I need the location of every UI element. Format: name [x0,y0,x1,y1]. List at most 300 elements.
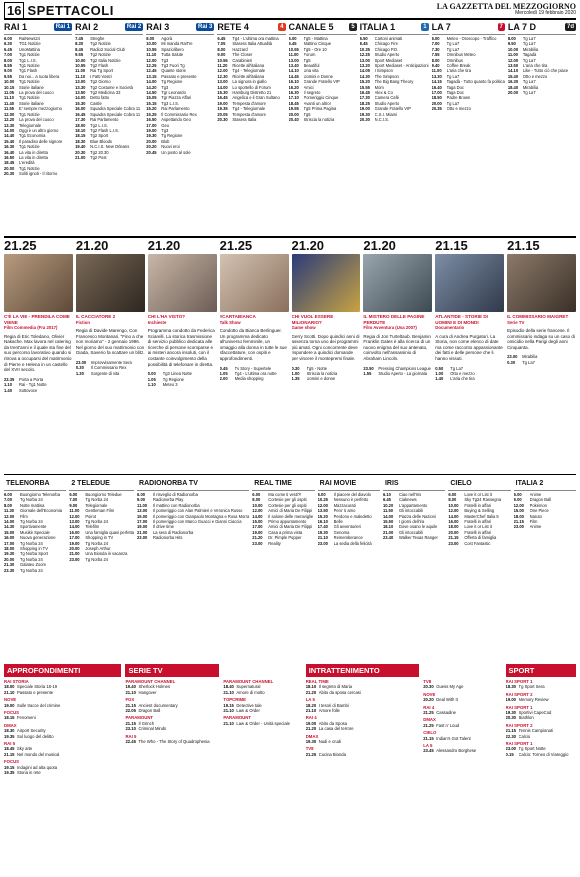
program-time: 13.00 [217,79,228,85]
program-title: Nudi e crudi [318,739,342,745]
program-time: 8.00 [252,497,261,503]
program-row [4,734,121,739]
program-time: 21.15 [125,720,136,726]
section-block [4,741,121,757]
section-channel: NOVE [4,697,17,703]
program-time: 15.40 [4,138,15,144]
program-time: 16.10 [288,79,299,85]
program-row [289,117,357,122]
program-title: L'aria che tira [446,68,472,74]
program-time: 11.40 [4,100,15,106]
section-channel: RAI 4 [305,715,317,721]
section-column [223,664,301,877]
program-row [4,690,121,695]
program-list [75,35,143,234]
program-title: Tg La7 [522,90,536,96]
program-title: La casa del terrore [318,726,354,732]
channel-logo-icon: 1 [423,24,427,30]
program-time: 20.00 [4,165,15,171]
program-title: Detective tale [236,702,262,708]
program-time: 20.00 [448,529,459,535]
program-title: Radio2 Social Club [90,46,125,52]
section-body [125,677,219,877]
program-title: Tg3 [161,84,169,90]
program-title: Sulle tracce del crimine [17,702,61,708]
feature-photo [363,254,432,312]
section-body [506,677,576,877]
program-row [506,715,576,720]
program-time: 20.05 [217,111,228,117]
program-title: Piazza delle Nazioni [398,513,436,519]
program-time: 21.15 [4,751,15,757]
program-row [4,770,121,775]
program-title: Calcio: Torneo di Viareggio [518,751,569,757]
program-title: Ma come ti vesti?! [268,492,302,497]
channel-name: IRIS [384,480,399,487]
program-time: 15.15 [146,100,157,106]
program-title: Buying & Selling [464,508,495,514]
feature-photo [435,254,504,312]
program-list [137,491,249,662]
feature-time: 21.20 [75,238,109,253]
program-title: Tg3 [161,57,169,63]
program-time: 18.15 [75,133,86,139]
program-title: Meteo - Oroscopo - Traffico [446,36,497,41]
program-time: 10.00 [448,502,459,508]
program-time: 16.45 [217,95,228,101]
program-title: Tg2 Notizie [90,52,111,58]
program-title: L'aria che tira [522,63,548,69]
program-title: Love it or List it [464,524,492,530]
program-title: Rememberance [333,535,363,541]
program-title: Sport Mediaset - Anticipazioni [374,63,429,69]
section-block [4,710,121,721]
themed-sections [4,664,576,877]
program-title: Taga Doc [446,90,464,96]
program-time: 12.00 [252,508,263,514]
channel-header [4,20,72,35]
program-time: 11.00 [137,502,148,508]
program-time: 19.00 [252,529,263,535]
channel-name: ITALIA 2 [515,480,544,487]
program-row [508,90,576,95]
program-time: 10.00 [252,502,263,508]
program-title: Mirabilia [522,84,539,90]
program-time: 8.00 [448,497,457,503]
program-time: 19.40 [75,144,86,150]
program-title: Il segreto di Maria [318,684,352,690]
section-channel: TV8 [423,679,432,684]
section-block [223,697,301,713]
program-title: Fenomeni [17,715,36,721]
feature-time: 21.25 [4,238,37,253]
program-time: 23.40 [382,535,394,541]
section-header [223,664,301,677]
program-time: 0.15 [505,751,514,757]
program-row [292,376,361,381]
program-row [423,710,501,715]
channel-logo-icon: 5 [351,24,355,30]
program-time: 9.00 [4,68,12,74]
program-time: 9.55 [75,52,84,58]
feature-column [435,238,504,474]
program-title: Fratelli in affari [464,519,492,525]
program-title: Spaziolibero [161,46,184,52]
section-block [223,679,301,695]
section-channel: PARAMOUNT CHANNEL [125,679,176,684]
program-time: 18.40 [223,684,234,690]
program-title: Coffee Break [446,63,471,69]
channel-column [448,477,510,662]
program-title: One Piece [529,508,549,514]
program-time: 7.00 [4,497,12,503]
program-title: Agorà [161,36,173,41]
program-title: Speciale Storia 18-19 [17,684,58,690]
program-time: 15.00 [252,519,263,525]
feature-column [4,238,73,474]
program-time: 1.40 [4,387,12,393]
program-title: Tg2 L.I.S. [90,122,108,128]
program-time: 19.00 [505,697,517,703]
program-title: Tg4 - L'ultima ora mattina [232,36,279,41]
program-time: 8.45 [359,41,368,47]
program-title: Gli intoccabili [398,508,424,514]
section-channel: TV8 [305,746,314,752]
program-title: Il pomeriggio con Marco Guacci e Gianni Ciaccia [153,519,242,525]
program-time: 20.00 [4,556,15,562]
program-title: Tg Regione [161,79,183,85]
program-time: 18.00 [448,524,459,530]
program-time: 17.00 [4,540,15,546]
program-time: 16.50 [4,154,15,160]
program-time: 18.30 [4,728,15,734]
program-title: Genoma [333,529,350,535]
section-block [125,734,219,745]
program-title: Sorgente di vita [90,370,120,376]
program-title: Amici di Maria De Filippi [268,524,313,530]
program-time: 19.00 [305,720,317,726]
program-title: Buongiorno Teledue [85,492,122,497]
program-time: 1.00 [291,370,300,376]
program-title: Cortesie per gli ospiti [268,497,307,503]
program-time: 21.10 [223,708,234,714]
section-block [506,723,576,739]
program-title: Sky Tg24 Rassegna [464,497,502,503]
program-title: Indagini ad alta quota [17,764,58,770]
feature-subtitle: Fiction [75,319,90,325]
program-title: Ricette all'italiana [232,73,265,79]
program-title: Cucina Bionda [318,751,346,757]
program-time: 11.30 [4,508,15,514]
program-title: Sportivi CapeCod [518,710,552,716]
program-time: 22.30 [505,733,517,739]
section-block [506,692,576,703]
program-title: Hamburg Distretto 21 [232,90,272,96]
program-title: Abito da sposa cercasi [318,689,361,695]
program-time: 16.30 [507,79,519,85]
feature-photo [76,254,145,312]
program-title: Cassadine [436,710,457,716]
program-time: 19.15 [4,764,15,770]
channel-header [75,20,143,35]
program-title: Il Commissario Rex [161,111,197,117]
channel-logo-icon: Rai 3 [198,24,213,30]
section-channel: RAI SPORT 2 [505,691,533,697]
program-title: Squadra Speciale Cobra 11 [90,106,141,112]
program-title: Tg La7 [450,365,463,371]
channel-name: RAI 3 [146,22,170,32]
program-time: 14.20 [146,84,157,90]
program-time: 1.35 [291,376,300,382]
program-row [306,690,420,695]
program-time: 16.40 [4,149,15,155]
program-title: Tg2 Flash L.I.S. [90,127,120,133]
feature-subtitle: Documentario [435,325,465,331]
program-title: Omnibus Meteo [446,52,476,58]
program-time: 14.10 [507,68,519,74]
feature-title: IL CACCIATORE 2 [75,314,116,319]
program-title: Pokémon [529,502,547,508]
channel-header [448,477,510,491]
program-title: Tg Norba 24 [85,497,109,503]
channel-column [69,477,134,662]
program-time: 21.15 [505,728,517,734]
program-time: 10.55 [288,46,299,52]
program-title: La prova del cuoco [19,117,54,123]
program-title: Pomeriggio Cinque [303,95,339,101]
program-title: Offerta di famiglia [464,535,497,541]
program-time: 21.10 [223,720,234,726]
program-time: 21.15 [125,702,136,708]
program-title: Omnibus [446,57,463,63]
channel-name: CANALE 5 [288,22,334,32]
section-channel: LA 5 [305,697,315,703]
program-time: 12.00 [146,57,157,63]
program-title: Sherlock Holmes [138,684,171,690]
program-time: 11.00 [69,508,80,514]
section-channel: RAI SPORT 1 [505,741,533,747]
program-title: Mi manda RaiTre [161,41,193,47]
program-title: Il salone delle meraviglie [268,513,314,519]
program-title: Tg Norba 24 [85,540,109,546]
program-list [318,491,380,662]
program-row [423,684,501,689]
program-time: 17.00 [137,519,148,525]
program-time: 21.25 [423,722,434,728]
program-title: Anime [529,524,542,530]
program-time: 10.20 [382,502,394,508]
program-title: L'eredità [19,160,35,166]
feature-time: 21.20 [363,238,396,253]
program-time: 14.00 [75,95,86,101]
section-block [306,746,420,757]
program-time: 10.15 [4,84,15,90]
program-title: Tg1 Flash [19,68,38,74]
program-list [508,35,576,234]
program-title: The Simpson [374,73,399,79]
program-row [125,708,219,713]
program-time: 14.00 [69,524,80,530]
program-time: 15.20 [317,513,328,519]
program-time: 20.30 [505,715,517,721]
feature-column [148,238,217,474]
program-row [69,557,134,562]
channel-header [217,20,285,35]
program-row [423,723,501,728]
program-time: 6.00 [288,36,297,41]
section-channel: PARAMOUNT CHANNEL [223,679,274,684]
late-night-list [4,377,73,393]
program-time: 17.00 [146,122,157,128]
section-block [125,715,219,731]
program-title: TG1 Notizie [19,41,41,47]
channel-name: LA 7 D [507,22,537,32]
program-row [360,117,429,122]
program-title: Radionorba Hits [153,535,183,541]
section-channel: RAI STORIA [4,679,29,684]
section-block [306,697,420,713]
program-title: Memory Review [518,697,549,703]
program-title: Belle [333,519,343,525]
program-row [76,371,145,376]
program-title: La sedia della felicità [333,540,372,546]
program-time: 23.00 [75,359,87,365]
program-time: 20.30 [359,117,370,123]
program-title: Carabinieri [232,57,253,63]
program-title: Tg La7 [522,79,536,85]
program-time: 16.45 [75,111,86,117]
program-title: Amici di Maria De Filippi [268,508,313,514]
program-list [383,491,445,662]
section-channel: RAI 5 [125,733,137,739]
program-time: 12.00 [4,111,15,117]
section-block [306,679,420,695]
program-list [4,35,72,234]
program-title: Tempesta d'amore [232,100,266,106]
feature-description: Programma condotto da Federica Sciarelli. La storica trasmissione di servizio pubblico dedicata alle ricerche di persone scomparse e ai misteri ancora insoluti, con il costante coinvolgimento della possibilità di telefonare in diretta. [147,328,215,367]
section-block [4,679,121,695]
program-time: 19.00 [359,106,370,112]
feature-title: #CARTABIANCA [219,314,256,319]
section-channel: PARAMOUNT [125,715,154,721]
section-block [423,743,501,754]
late-night-list [292,366,361,382]
program-time: 14.00 [217,84,228,90]
program-title: Una famiglia quasi perfetta [85,529,135,535]
section-block [306,715,420,731]
feature-description: Regia di Jon Turteltaub. Benjamin Franklin Gates è alla ricerca di un nuovo enigma del suo antenato, coinvolto nell'assassinio di Abraham Lincoln. [363,333,431,361]
program-title: Tg5 [303,57,311,63]
program-row [252,541,314,546]
program-time: 23.00 [507,354,518,360]
program-time: 20.30 [217,117,228,123]
program-time: 16.00 [448,519,459,525]
program-title: Studio Aperto [374,100,400,106]
program-title: Tg2 Italia Notizie [90,57,121,63]
channel-column [4,477,66,662]
late-night-list [76,360,145,376]
channel-header [69,477,134,491]
program-title: Reality [268,540,281,546]
program-title: Tg La7 [522,41,536,47]
program-time: 16.30 [4,144,15,150]
program-time: 11.00 [507,52,518,58]
program-time: 14.00 [382,513,394,519]
program-title: Castle [90,100,102,106]
program-time: 17.40 [317,524,328,530]
program-row [223,708,301,713]
late-night-list [363,366,432,377]
program-time: 9.00 [137,497,145,503]
program-title: Amici [303,84,314,90]
program-title: Mirabilia [522,46,539,52]
program-time: 19.35 [217,106,228,112]
program-time: 23.00 [137,535,148,541]
program-time: 21.00 [382,529,394,535]
program-time: 13.50 [75,90,86,96]
section-channel: FOX [125,697,135,703]
program-title: Otto e mezzo [446,106,471,112]
program-time: 12.00 [513,502,524,508]
program-time: 12.00 [217,68,228,74]
program-time: 17.00 [431,90,442,96]
program-title: Sottovoce [19,387,38,393]
program-time: 21.15 [448,535,459,541]
program-title: Tg Norba 24 [20,540,43,546]
program-time: 6.00 [252,492,261,497]
program-title: Tg5 - Mattina [303,36,328,41]
program-time: 14.30 [359,73,370,79]
section-channel: FOCUS [4,710,20,716]
feature-description: A cura di Andrea Purgatori. La Storia, non come elenco di date ma come racconto appassionante dei fatti e delle persone che li hanno vissuti. [435,333,503,361]
program-title: Otto e mezzo [450,370,475,376]
program-title: Deal With It [436,697,458,703]
program-time: 10.55 [217,57,228,63]
program-title: Love it or List it [464,492,492,497]
program-row [125,690,219,695]
program-title: RaiNews24 [19,36,40,41]
program-time: 16.50 [146,117,157,123]
program-time: 0.30 [507,359,516,365]
program-time: 8.30 [75,41,84,47]
program-time: 1.00 [435,370,444,376]
program-title: Criminal Minds [138,726,167,732]
program-time: 15.30 [217,90,228,96]
program-time: 15.05 [146,95,157,101]
program-row [383,535,445,540]
program-title: N.C.I.S. New Orleans [90,144,130,150]
program-time: 23.45 [423,748,434,754]
program-title: Stasera Italia [232,117,257,123]
program-time: 11.10 [4,95,15,101]
program-title: Gli avventurieri [333,524,361,530]
program-time: 9.00 [69,502,78,508]
program-title: Tv Story - Supertele [234,365,272,371]
section-channel: RAI SPORT 1 [505,679,533,684]
program-title: Tgr Leonardo [161,90,186,96]
program-time: 8.00 [4,502,12,508]
program-title: Detto fatto [90,95,110,101]
program-title: La signora in giallo [232,79,267,85]
program-time: 11.00 [431,68,442,74]
program-title: Tg5 [303,111,311,117]
program-title: Soliti ignoti - Il ritorno [19,171,58,177]
program-title: Tg La7 [446,41,460,47]
program-time: 13.30 [431,73,442,79]
program-title: Tg Norba 24 [85,556,109,562]
program-time: 0.45 [219,365,228,371]
program-time: 20.40 [288,117,299,123]
